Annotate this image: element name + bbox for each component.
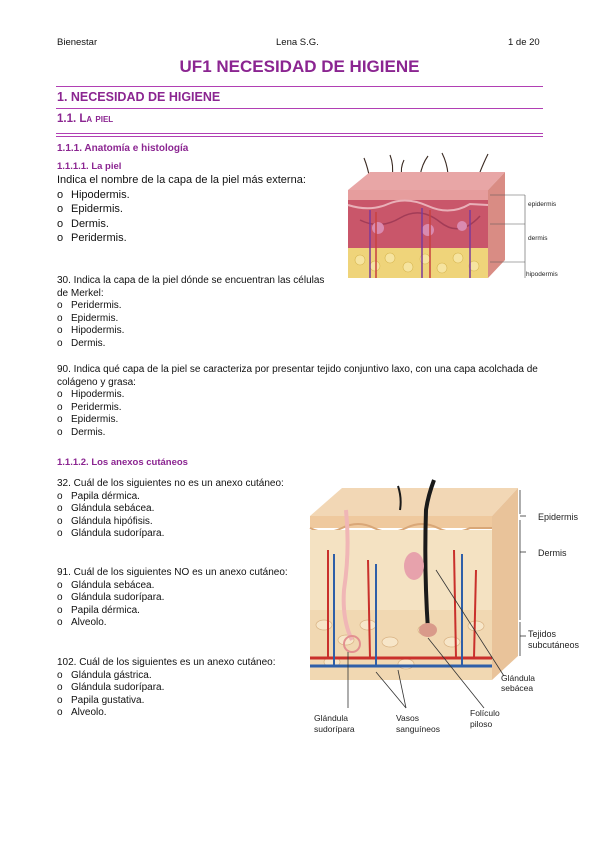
label-foliculo: Folículo xyxy=(470,708,500,718)
label-glandula-sebacea: Glándula xyxy=(501,673,536,683)
divider xyxy=(56,108,543,109)
option: o Dermis. xyxy=(57,427,544,440)
skin-layers-figure xyxy=(330,150,558,288)
option: o Glándula sudorípara. xyxy=(57,682,296,695)
document-title: UF1 NECESIDAD DE HIGIENE xyxy=(179,57,420,76)
option: o Glándula sudorípara. xyxy=(57,528,296,541)
option: o Epidermis. xyxy=(57,202,323,217)
option: o Epidermis. xyxy=(57,414,544,427)
option: o Glándula sudorípara. xyxy=(57,592,296,605)
question-connective-tissue xyxy=(57,364,544,439)
question-text: 30. Indica la capa de la piel dónde se encuentran las células de Merkel: xyxy=(57,275,325,299)
section-1-heading: 1. NECESIDAD DE HIGIENE xyxy=(57,90,221,104)
label-tejidos: Tejidos xyxy=(528,629,557,639)
question-annex-102 xyxy=(57,657,296,720)
question-text: 32. Cuál de los siguientes no es un anexo cutáneo: xyxy=(57,478,284,489)
option: o Glándula gástrica. xyxy=(57,670,296,683)
label-sanguineos: sanguíneos xyxy=(396,724,440,734)
option: o Papila dérmica. xyxy=(57,605,296,618)
section-1-1-1-1-heading: 1.1.1.1. La piel xyxy=(57,161,122,172)
option: o Glándula hipófisis. xyxy=(57,516,296,529)
section-1-1-text: La piel xyxy=(79,113,114,125)
divider xyxy=(56,86,543,87)
question-merkel xyxy=(57,275,327,350)
question-annex-32 xyxy=(57,478,296,541)
option: o Hipodermis. xyxy=(57,325,327,338)
divider xyxy=(56,136,543,137)
label-sudoripara: sudorípara xyxy=(314,724,355,734)
question-text: 91. Cuál de los siguientes NO es un anexo cutáneo: xyxy=(57,567,288,578)
option: o Papila gustativa. xyxy=(57,695,296,708)
section-1-1-1-heading: 1.1.1. Anatomía e histología xyxy=(57,143,189,154)
option: o Glándula sebácea. xyxy=(57,503,296,516)
question-text: Indica el nombre de la capa de la piel más externa: xyxy=(57,174,306,186)
option: o Alveolo. xyxy=(57,707,296,720)
option: o Hipodermis. xyxy=(57,389,544,402)
question-annex-91 xyxy=(57,567,296,630)
option: o Alveolo. xyxy=(57,617,296,630)
header-right: 1 de 20 xyxy=(508,37,540,48)
label-glandula-sudoripara: Glándula xyxy=(314,713,349,723)
section-1-1-1-2-heading: 1.1.1.2. Los anexos cutáneos xyxy=(57,457,188,468)
option: o Glándula sebácea. xyxy=(57,580,296,593)
question-outer-layer xyxy=(57,173,323,246)
option: o Hipodermis. xyxy=(57,188,323,203)
section-1-1-heading xyxy=(57,113,113,125)
label-dermis: dermis xyxy=(528,235,548,242)
header-left: Bienestar xyxy=(57,37,98,48)
label-sebacea: sebácea xyxy=(501,683,534,693)
section-1-1-number: 1.1. xyxy=(57,113,77,125)
option: o Papila dérmica. xyxy=(57,491,296,504)
option: o Peridermis. xyxy=(57,231,323,246)
option: o Dermis. xyxy=(57,217,323,232)
label-hipodermis: hipodermis xyxy=(526,271,558,278)
header-center: Lena S.G. xyxy=(276,37,319,48)
option: o Peridermis. xyxy=(57,402,544,415)
question-text: 90. Indica qué capa de la piel se caracteriza por presentar tejido conjuntivo laxo, con una capa acolchada de colágeno y grasa: xyxy=(57,364,538,388)
label-epidermis: epidermis xyxy=(528,201,557,208)
divider xyxy=(56,133,543,134)
skin-annexes-figure xyxy=(306,480,580,742)
label-subcutaneos: subcutáneos xyxy=(528,640,580,650)
option: o Dermis. xyxy=(57,338,327,351)
option: o Epidermis. xyxy=(57,313,327,326)
label-vasos: Vasos xyxy=(396,713,419,723)
question-text: 102. Cuál de los siguientes es un anexo cutáneo: xyxy=(57,657,276,668)
label-dermis: Dermis xyxy=(538,548,567,558)
option: o Peridermis. xyxy=(57,300,327,313)
label-epidermis: Epidermis xyxy=(538,512,579,522)
label-piloso: piloso xyxy=(470,719,493,729)
